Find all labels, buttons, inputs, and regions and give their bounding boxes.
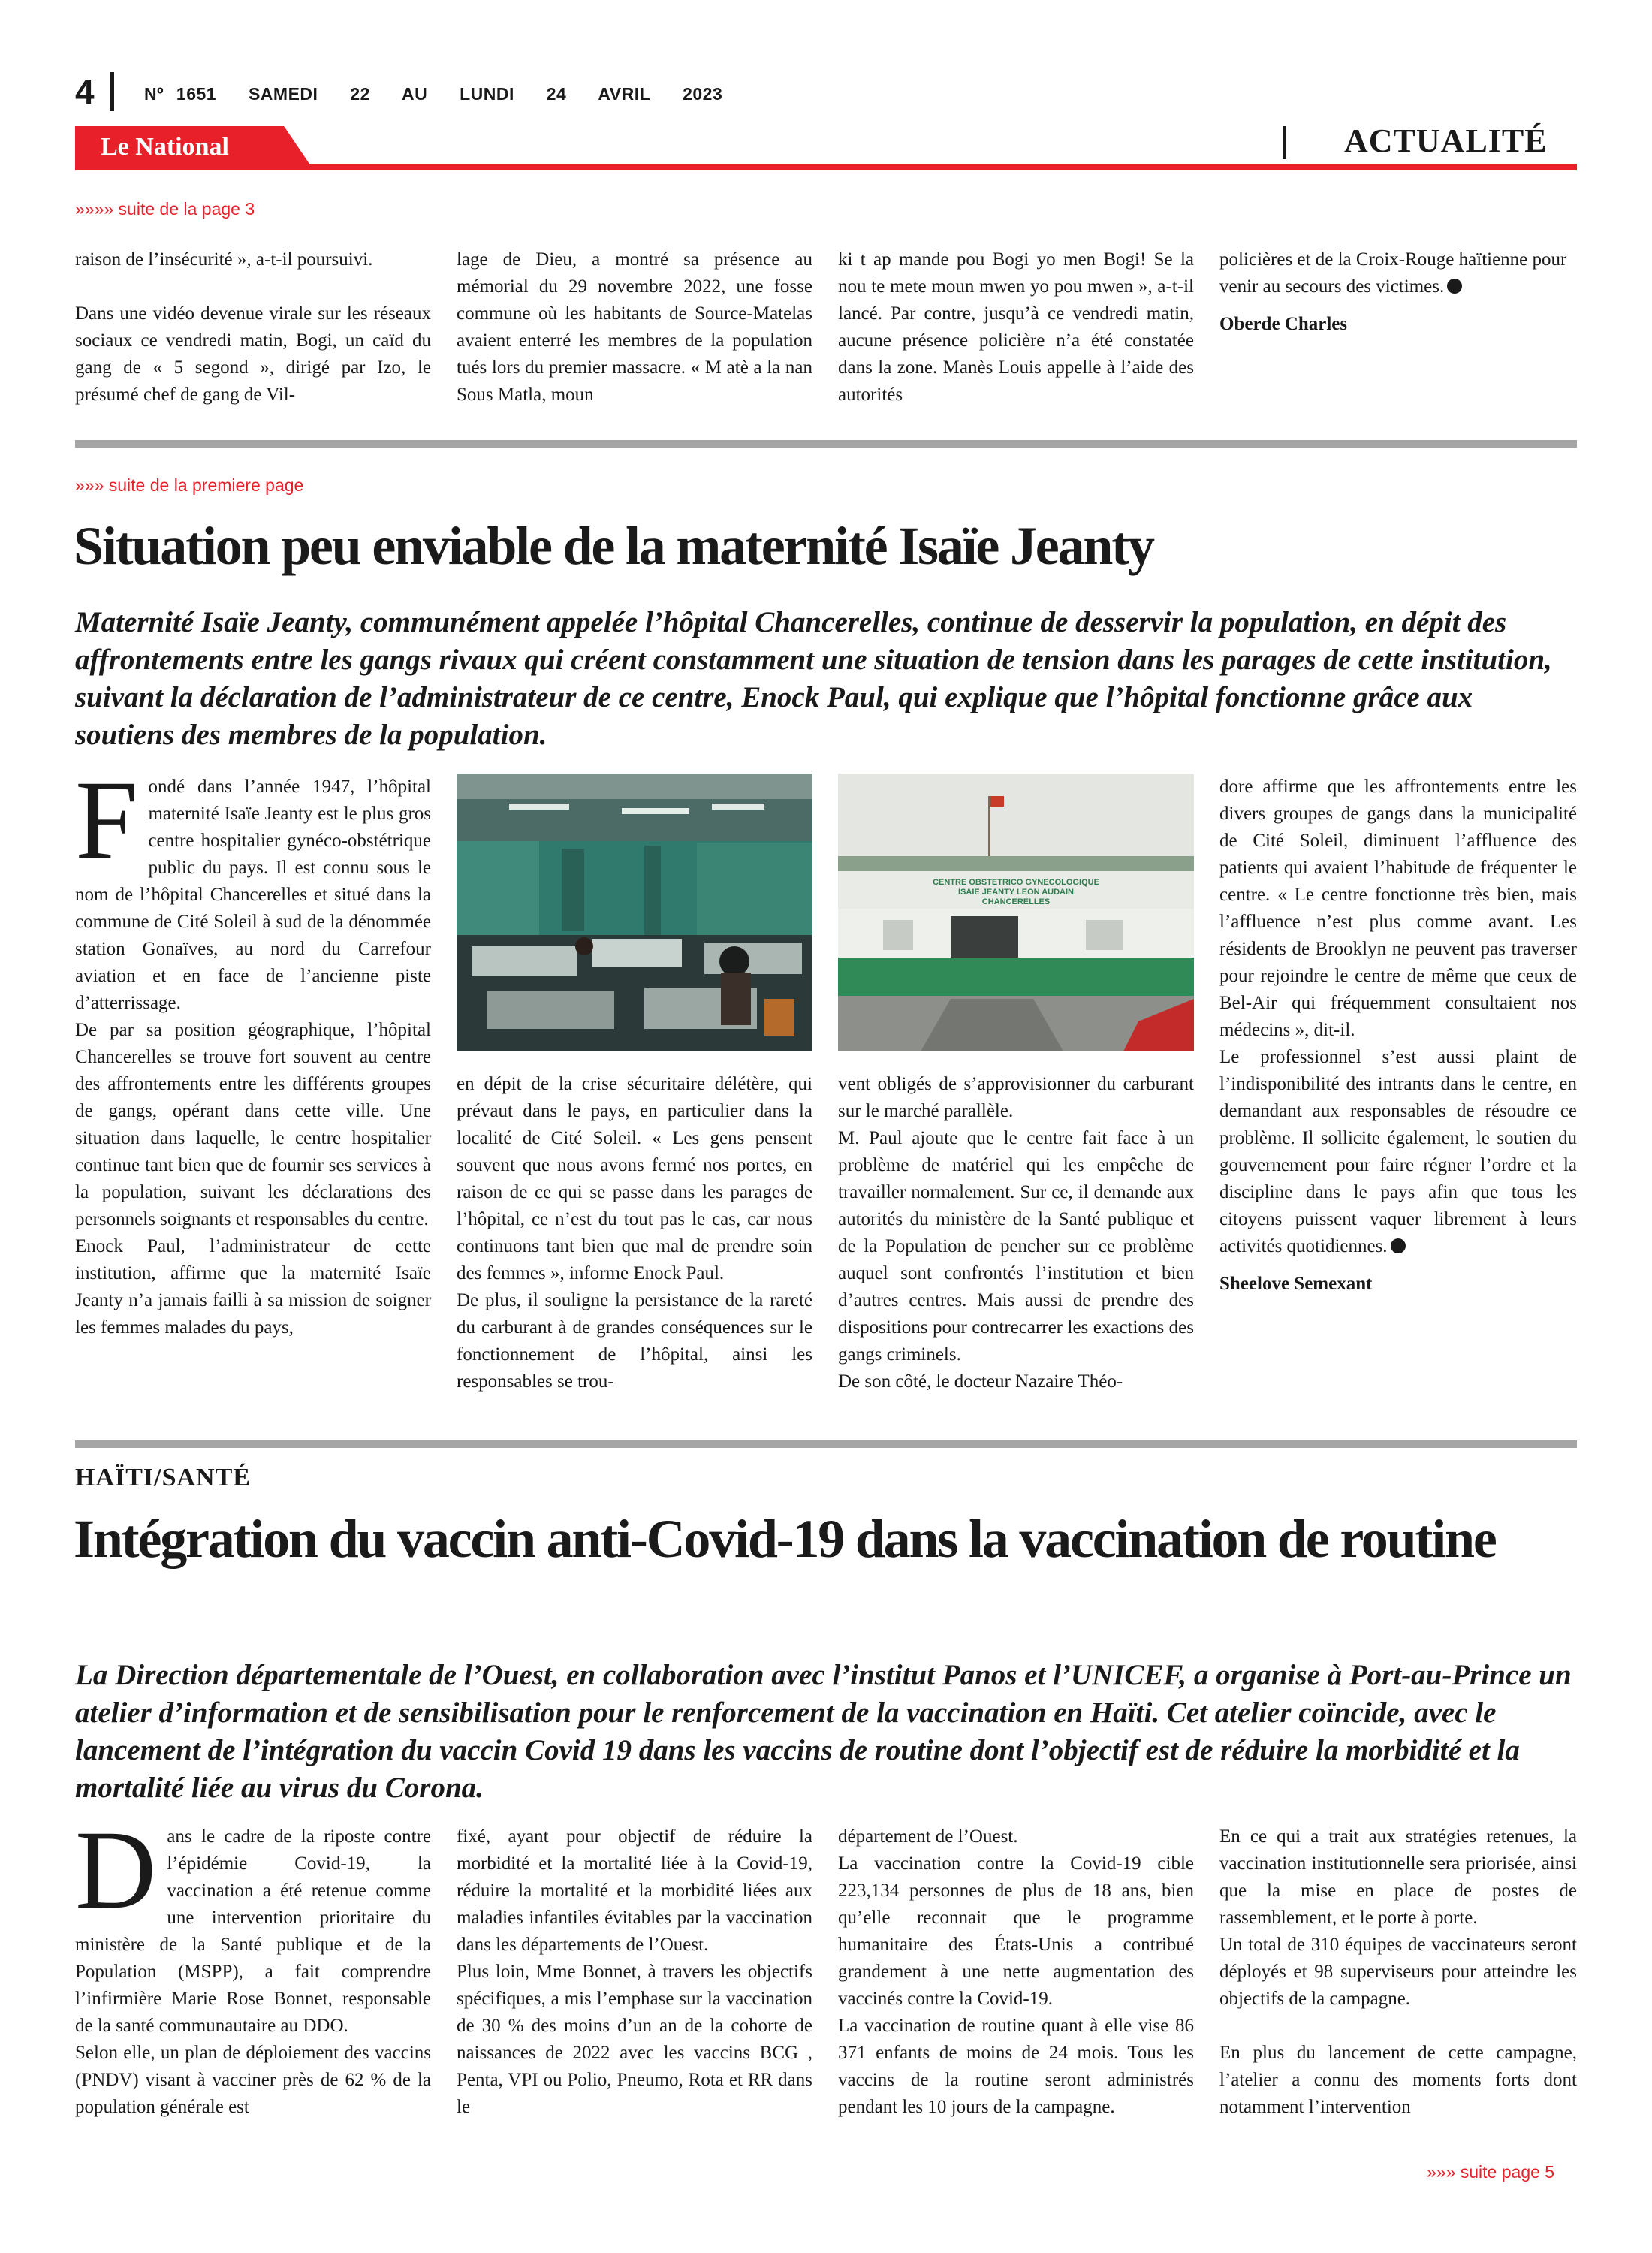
building-sign-line-3: CHANCERELLES (981, 897, 1051, 906)
maternite-headline: Situation peu enviable de la maternité Isaïe Jeanty (74, 516, 1153, 576)
paragraph: dore affirme que les affrontements entre les divers groupes de gangs dans la municipalité de Cité Soleil, diminuent l’affluence des patients qui avaient l’habitude de fréquenter le centre. « Le centre fonctionne très bien, mais l’affluence n’est plus comme avant. Les résidents de Brooklyn ne peuvent pas traverser pour rejoindre le centre de même que ceux de Bel-Air qui fréquemment consultaient nos médecins », dit-il. (1219, 777, 1577, 1040)
hospital-building-image (838, 774, 1194, 1051)
author-byline: Sheelove Semexant (1219, 1274, 1373, 1294)
continued-from-front-page: »»» suite de la premiere page (75, 475, 304, 495)
paragraph: fixé, ayant pour objectif de réduire la morbidité et la mortalité liée à la Covid-19, réduire la mortalité et la morbidité liées aux maladies infantiles évitables par la vaccination dans les départements de l’Ouest. (457, 1826, 812, 1955)
building-sign-line-2: ISAIE JEANTY LEON AUDAIN (957, 888, 1075, 897)
paragraph-text: Le professionnel s’est aussi plaint de l’indisponibilité des intrants dans le centre, en demandant aux responsables de résoudre ce problème. Il sollicite également, le soutien du gouvernement pour faire régner l’ordre et la discipline dans le pays afin que tous les citoyens puissent vaquer librement à leurs activités quotidiennes. (1219, 1047, 1577, 1256)
end-of-article-mark (1447, 279, 1462, 294)
paragraph: M. Paul ajoute que le centre fait face à un problème de matériel qui les empêche de travailler normalement. Sur ce, il demande aux autorités du ministère de la Santé publique et de la Population de pencher sur ce problème auquel sont confrontés l’institution et bien d’autres centres. Mais aussi de prendre des dispositions pour contrecarrer les exactions des gangs criminels. (838, 1128, 1194, 1365)
paragraph-text: ans le cadre de la riposte contre l’épidémie Covid-19, la vaccination a été retenue comme une intervention prioritaire du ministère de la Santé publique et de la Population (MSPP), a fait comprendre l’infirmière Marie Rose Bonnet, responsable de la santé communautaire au DDO. (75, 1826, 431, 2036)
paragraph: En plus du lancement de cette campagne, l’atelier a connu des moments forts dont notamment l’intervention (1219, 2043, 1577, 2117)
vaccine-col-2 (457, 1823, 812, 2121)
hospital-building-photo (838, 774, 1194, 1051)
page-number: 4 (75, 72, 95, 111)
paragraph-text: ondé dans l’année 1947, l’hôpital maternité Isaïe Jeanty est le plus gros centre hospitalier gynéco-obstétrique public du pays. Il est connu sous le nom de l’hôpital Chancerelles et situé dans la commune de Cité Soleil à sud de la dénommée station Gonaïves, au nord du Carrefour aviation et en face de l’ancienne piste d’atterrissage. (75, 777, 431, 1013)
issue-number: Nº 1651 (144, 84, 217, 104)
paragraph: Plus loin, Mme Bonnet, à travers les objectifs spécifiques, a mis l’emphase sur la vaccination de 30 % des moins d’un an de la cohorte de naissances de 2022 avec les vaccins BCG , Penta, VPI ou Polio, Pneumo, Rota et RR dans le (457, 1962, 812, 2117)
author-byline: Oberde Charles (1219, 314, 1348, 334)
drop-cap: D (75, 1808, 157, 1932)
paragraph: Dans une vidéo devenue virale sur les réseaux sociaux ce vendredi matin, Bogi, un caïd du gang de « 5 segond », dirigé par Izo, le présumé chef de gang de Vil- (75, 303, 431, 405)
hospital-ward-image (457, 774, 812, 1051)
top-article-col-3 (838, 246, 1194, 409)
paragraph: De par sa position géographique, l’hôpital Chancerelles se trouve fort souvent au centre des affrontements entre les différents groupes de gangs, opérant dans cette ville. Une situation dans laquelle, le centre hospitalier continue tant bien que de fournir ses services à la population, suivant les déclarations des personnels soignants et responsables du centre. (75, 1020, 431, 1229)
maternite-col-1 (75, 758, 431, 1341)
paragraph: Enock Paul, l’administrateur de cette institution, affirme que la maternité Isaïe Jeanty n’a jamais failli à sa mission de soigner les femmes malades du pays, (75, 1236, 431, 1338)
date-day-end: LUNDI (460, 84, 514, 104)
end-of-article-mark (1391, 1238, 1406, 1253)
paragraph: ki t ap mande pou Bogi yo men Bogi! Se la nou te mete moun mwen yo pou mwen », a-t-il lancé. Par contre, jusqu’à ce vendredi matin, aucune présence policière n’a été constatée dans la zone. Manès Louis appelle à l’aide des autorités (838, 249, 1194, 405)
maternite-deck: Maternité Isaïe Jeanty, communément appelée l’hôpital Chancerelles, continue de desservir la population, en dépit des affrontements entre les gangs rivaux qui créent constamment une situation de tension dans les parages de cette institution, suivant la déclaration de l’administrateur de ce centre, Enock Paul, qui explique que l’hôpital fonctionne grâce aux soutiens des membres de la population. (75, 606, 1552, 751)
building-sign-line-1: CENTRE OBSTETRICO GYNECOLOGIQUE (933, 878, 1099, 887)
paragraph: Selon elle, un plan de déploiement des vaccins (PNDV) visant à vacciner près de 62 % de la population générale est (75, 2043, 431, 2117)
paragraph-text: policières et de la Croix-Rouge haïtienne pour venir au secours des victimes. (1219, 249, 1567, 297)
drop-cap: F (75, 758, 138, 882)
date-day-start: SAMEDI (248, 84, 318, 104)
maternite-col-2 (457, 1071, 812, 1395)
maternite-col-3 (838, 1071, 1194, 1395)
paragraph: raison de l’insécurité », a-t-il poursuivi. (75, 249, 373, 270)
date-au: AU (401, 84, 428, 104)
paragraph: lage de Dieu, a montré sa présence au mémorial du 29 novembre 2022, une fosse commune où les habitants de Source-Matelas avaient enterré les membres de la population tués lors du premier massacre. « M atè a la nan Sous Matla, moun (457, 249, 812, 405)
header-divider (110, 72, 114, 111)
vaccine-col-4 (1219, 1823, 1577, 2121)
vaccine-deck: La Direction départementale de l’Ouest, en collaboration avec l’institut Panos et l’UNICEF, a organise à Port-au-Prince un atelier d’information et de sensibilisation pour le renforcement de la vaccination en Haïti. Cet atelier coïncide, avec le lancement de l’intégration du vaccin Covid 19 dans les vaccins de routine dont l’objectif est de réduire la morbidité et la mortalité liée au virus du Corona. (75, 1659, 1572, 1804)
date-num-start: 22 (350, 84, 370, 104)
section-label: ACTUALITÉ (1344, 122, 1548, 159)
vaccine-col-1 (75, 1808, 431, 2121)
top-article-col-4 (1219, 246, 1577, 338)
paragraph: en dépit de la crise sécuritaire délétère, qui prévaut dans le pays, en particulier dans la localité de Cité Soleil. « Les gens pensent souvent que nous avons fermé nos portes, en raison de ce qui se passe dans les parages de l’hôpital, ce n’est du tout pas le cas, car nous continuons tant bien que mal de prendre soin des femmes », informe Enock Paul. (457, 1074, 812, 1283)
date-num-end: 24 (546, 84, 567, 104)
hospital-ward-photo (457, 774, 812, 1051)
paragraph (75, 758, 431, 1017)
date-month: AVRIL (598, 84, 651, 104)
paragraph: De son côté, le docteur Nazaire Théo- (838, 1371, 1123, 1392)
paragraph (1219, 246, 1577, 300)
section-divider (1283, 126, 1286, 159)
vaccine-col-3 (838, 1823, 1194, 2121)
date-year: 2023 (683, 84, 723, 104)
issue-date-line (144, 84, 742, 104)
article-kicker: HAÏTI/SANTÉ (75, 1464, 251, 1491)
paragraph: De plus, il souligne la persistance de la rareté du carburant à de grandes conséquences sur le fonctionnement de l’hôpital, ainsi les responsables se trou- (457, 1290, 812, 1392)
header-red-rule (75, 164, 1577, 170)
paragraph: En ce qui a trait aux stratégies retenues, la vaccination institutionnelle sera priorisée, ainsi que la mise en place de postes de rassemblement, et le porte à porte. (1219, 1826, 1577, 1928)
top-article-col-2 (457, 246, 812, 409)
section-separator (75, 440, 1577, 448)
brand-name: Le National (101, 133, 229, 161)
vaccine-headline: Intégration du vaccin anti-Covid-19 dans la vaccination de routine (74, 1509, 1496, 1569)
top-article-col-1 (75, 246, 431, 409)
paragraph (1219, 1044, 1577, 1260)
paragraph: département de l’Ouest. (838, 1826, 1018, 1847)
paragraph (75, 1808, 431, 2040)
section-separator (75, 1440, 1577, 1448)
continued-on-page-5: »»» suite page 5 (1427, 2162, 1555, 2182)
paragraph: La vaccination de routine quant à elle vise 86 371 enfants de moins de 24 mois. Tous les vaccins de la routine seront administrés pendant les 10 jours de la campagne. (838, 2016, 1194, 2117)
maternite-col-4 (1219, 774, 1577, 1298)
paragraph: vent obligés de s’approvisionner du carburant sur le marché parallèle. (838, 1074, 1194, 1121)
paragraph: Un total de 310 équipes de vaccinateurs seront déployés et 98 superviseurs pour atteindre les objectifs de la campagne. (1219, 1935, 1577, 2009)
continued-from-page-3: »»»» suite de la page 3 (75, 199, 255, 219)
paragraph: La vaccination contre la Covid-19 cible 223,134 personnes de plus de 18 ans, bien qu’elle reconnait que le programme humanitaire des États-Unis a contribué grandement à une nette augmentation des vaccinés contre la Covid-19. (838, 1853, 1194, 2009)
